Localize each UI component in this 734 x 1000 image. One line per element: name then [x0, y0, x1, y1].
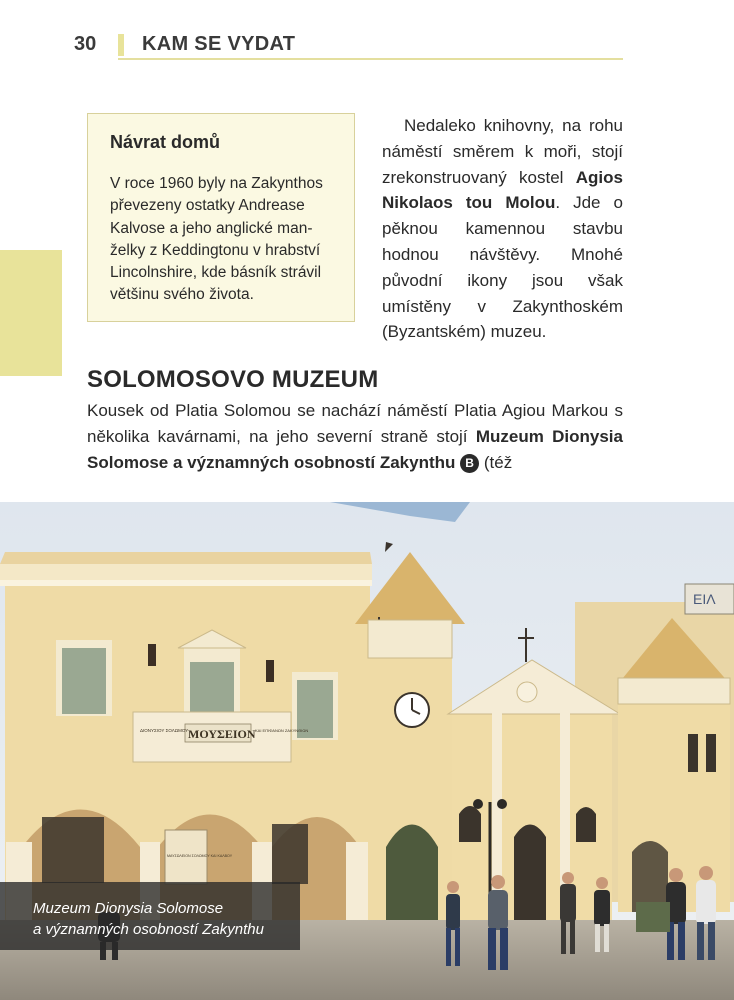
corner-sign-text: ΕΙΛ	[693, 591, 716, 607]
museum-text-after: (též	[479, 452, 513, 472]
museum-sign-right: ΚΑΙ ΕΠΙΦΑΝΩΝ ΖΑΚΥΝΘΙΩΝ	[255, 728, 309, 733]
museum-photo	[0, 502, 734, 1000]
museum-sign-left: ΔΙΟΝΥΣΙΟΥ ΣΟΛΩΜΟΥ	[140, 728, 189, 733]
info-box-title: Návrat domů	[110, 132, 221, 152]
church-text-after: . Jde o pěknou kamennou stavbu hodnou návštěvy. Mnohé původní ikony jsou však umístěny v Zakynthoském (Byzantském) muzeu.	[382, 193, 623, 342]
info-box-line: V roce 1960 byly na Zakynthos	[110, 175, 323, 192]
church-paragraph	[382, 113, 623, 345]
info-box	[87, 113, 355, 322]
info-box-line: většinu svého života.	[110, 286, 254, 304]
museum-text-before: Kousek od Platia Solomou se nachází náměstí Platia Agiou Markou s několika kavárnami, na jeho severní straně stojí	[87, 401, 623, 446]
info-box-line: převezeny ostatky Andrease	[110, 197, 305, 215]
caption-line: a významných osobností Zakynthu	[33, 921, 264, 938]
section-title: KAM SE VYDAT	[142, 33, 296, 55]
header-marker	[118, 34, 124, 56]
church-name: Agios Nikolaos tou Molou	[382, 167, 623, 213]
caption-line: Muzeum Dionysia Solomose	[33, 900, 224, 917]
info-box-line: želky z Keddingtonu v hrabství	[110, 241, 321, 259]
church-text-before: Nedaleko knihovny, na rohu náměstí směrem k moři, stojí zrekonstruovaný kostel	[382, 116, 623, 187]
museum-sign-text: ΜΟΥΣΕΙΟΝ	[188, 727, 256, 741]
museum-name: Muzeum Dionysia Solomose a významných osobností Zakynthu	[87, 426, 623, 472]
museum-paragraph	[87, 398, 623, 475]
header-rule	[118, 58, 623, 60]
side-tab	[0, 250, 62, 376]
door-plaque-text: ΜΑΥΣΩΛΕΙΟΝ ΣΟΛΩΜΟΥ ΚΑΙ ΚΑΛΒΟΥ	[167, 854, 233, 858]
page-number: 30	[74, 33, 97, 55]
info-box-text	[110, 173, 338, 307]
map-marker-badge: B	[460, 454, 479, 473]
info-box-line: Kalvose a jeho anglické man-	[110, 219, 313, 237]
info-box-line: Lincolnshire, kde básník strávil	[110, 264, 322, 282]
photo-caption	[0, 882, 300, 950]
museum-heading: SOLOMOSOVO MUZEUM	[87, 366, 379, 393]
